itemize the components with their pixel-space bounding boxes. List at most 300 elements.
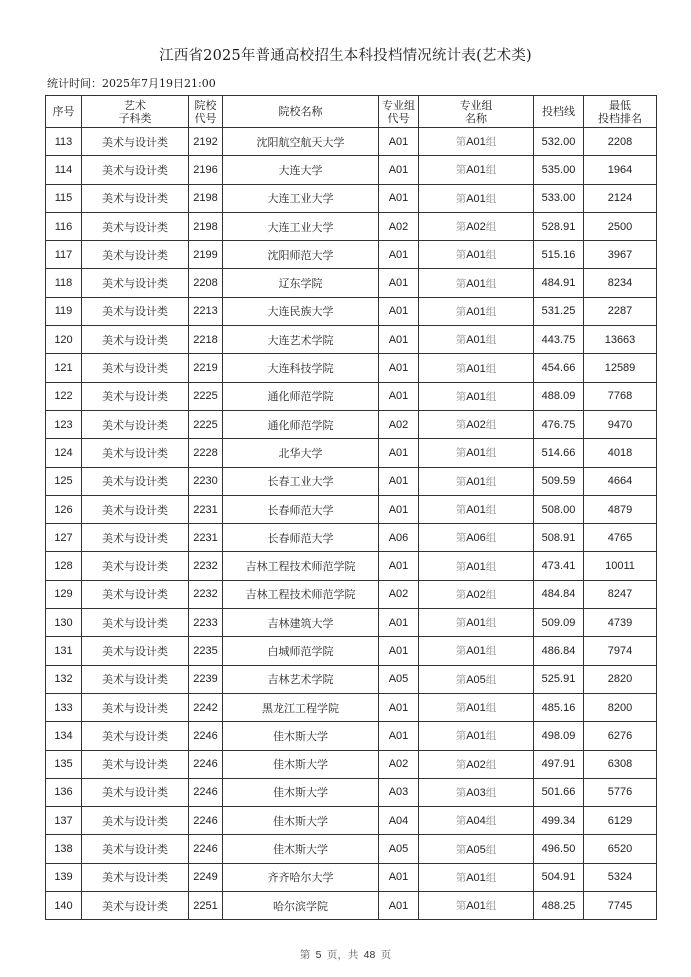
group-name-prefix: 第 [455, 136, 467, 149]
total-pages-number: 48 [363, 949, 376, 961]
header-school-code [189, 96, 223, 128]
cell-school-code: 2198 [189, 184, 223, 212]
cell-score: 486.84 [534, 637, 584, 665]
group-name-code: A01 [466, 447, 486, 460]
table-row [46, 184, 657, 212]
cell-score: 476.75 [534, 410, 584, 438]
group-name-code: A01 [466, 560, 486, 573]
group-name-prefix: 第 [455, 419, 467, 432]
cell-school-name: 佳木斯大学 [223, 835, 379, 863]
cell-group-name [419, 212, 534, 240]
cell-school-code: 2242 [189, 693, 223, 721]
header-line-1: 艺术 [124, 98, 146, 112]
cell-seq: 117 [46, 241, 82, 269]
cell-school-code: 2246 [189, 807, 223, 835]
cell-school-name: 通化师范学院 [223, 410, 379, 438]
cell-score: 496.50 [534, 835, 584, 863]
group-name-code: A05 [466, 673, 486, 686]
cell-score: 528.91 [534, 212, 584, 240]
table-row [46, 609, 657, 637]
cell-school-name: 大连民族大学 [223, 297, 379, 325]
table-row [46, 495, 657, 523]
cell-min-rank: 4879 [584, 495, 657, 523]
header-min-rank [584, 96, 657, 128]
group-name-code: A01 [466, 249, 486, 262]
group-name-code: A01 [466, 136, 486, 149]
document-title: 江西省2025年普通高校招生本科投档情况统计表(艺术类) [159, 48, 532, 64]
group-name-code: A02 [466, 758, 486, 771]
group-name-prefix: 第 [455, 447, 467, 460]
cell-school-code: 2225 [189, 382, 223, 410]
group-name-code: A05 [466, 843, 486, 856]
group-name-suffix: 组 [485, 730, 497, 743]
cell-score: 499.34 [534, 807, 584, 835]
cell-min-rank: 12589 [584, 354, 657, 382]
header-line-2: 投档排名 [598, 111, 642, 125]
header-school-name [223, 96, 379, 128]
cell-seq: 120 [46, 326, 82, 354]
group-name-code: A02 [466, 419, 486, 432]
cell-subcategory: 美术与设计类 [82, 750, 189, 778]
table-row [46, 637, 657, 665]
cell-subcategory: 美术与设计类 [82, 156, 189, 184]
cell-group-name [419, 722, 534, 750]
header-score [534, 96, 584, 128]
table-header [46, 96, 657, 128]
table-row [46, 722, 657, 750]
cell-min-rank: 6520 [584, 835, 657, 863]
cell-school-code: 2218 [189, 326, 223, 354]
cell-group-code: A01 [379, 892, 419, 920]
group-name-code: A02 [466, 221, 486, 234]
cell-group-code: A02 [379, 580, 419, 608]
cell-school-code: 2239 [189, 665, 223, 693]
group-name-suffix: 组 [485, 305, 497, 318]
header-line-2: 子科类 [118, 111, 152, 125]
cell-seq: 135 [46, 750, 82, 778]
table-row [46, 326, 657, 354]
cell-subcategory: 美术与设计类 [82, 552, 189, 580]
cell-score: 525.91 [534, 665, 584, 693]
cell-subcategory: 美术与设计类 [82, 892, 189, 920]
cell-group-code: A06 [379, 524, 419, 552]
cell-school-code: 2246 [189, 835, 223, 863]
table-row [46, 410, 657, 438]
table-row [46, 892, 657, 920]
cell-seq: 137 [46, 807, 82, 835]
cell-min-rank: 4765 [584, 524, 657, 552]
cell-group-code: A01 [379, 241, 419, 269]
cell-group-code: A01 [379, 297, 419, 325]
cell-score: 533.00 [534, 184, 584, 212]
cell-min-rank: 5776 [584, 778, 657, 806]
header-line-1: 院校名称 [278, 105, 323, 118]
group-name-suffix: 组 [485, 249, 497, 262]
cell-min-rank: 9470 [584, 410, 657, 438]
cell-school-name: 北华大学 [223, 439, 379, 467]
cell-group-name [419, 637, 534, 665]
cell-score: 508.91 [534, 524, 584, 552]
group-name-prefix: 第 [455, 815, 467, 828]
cell-school-name: 大连大学 [223, 156, 379, 184]
admission-score-table [45, 95, 657, 920]
group-name-code: A01 [466, 305, 486, 318]
cell-group-code: A01 [379, 722, 419, 750]
cell-min-rank: 8234 [584, 269, 657, 297]
footer-middle: 页，共 [326, 949, 359, 961]
cell-group-code: A01 [379, 128, 419, 156]
group-name-code: A02 [466, 588, 486, 601]
cell-group-name [419, 439, 534, 467]
cell-school-name: 黑龙江工程学院 [223, 693, 379, 721]
cell-group-code: A01 [379, 156, 419, 184]
table-row [46, 693, 657, 721]
group-name-suffix: 组 [485, 334, 497, 347]
group-name-suffix: 组 [485, 532, 497, 545]
group-name-code: A01 [466, 277, 486, 290]
cell-school-code: 2235 [189, 637, 223, 665]
group-name-prefix: 第 [455, 277, 467, 290]
cell-group-code: A01 [379, 637, 419, 665]
cell-group-code: A01 [379, 439, 419, 467]
cell-seq: 121 [46, 354, 82, 382]
cell-score: 484.91 [534, 269, 584, 297]
group-name-prefix: 第 [455, 475, 467, 488]
table-row [46, 750, 657, 778]
cell-school-code: 2199 [189, 241, 223, 269]
cell-subcategory: 美术与设计类 [82, 524, 189, 552]
group-name-code: A01 [466, 645, 486, 658]
cell-min-rank: 2820 [584, 665, 657, 693]
header-line-1: 最低 [609, 98, 631, 112]
cell-subcategory: 美术与设计类 [82, 863, 189, 891]
cell-group-name [419, 892, 534, 920]
header-line-1: 序号 [52, 105, 75, 118]
group-name-suffix: 组 [485, 390, 497, 403]
cell-score: 454.66 [534, 354, 584, 382]
group-name-suffix: 组 [485, 419, 497, 432]
cell-seq: 130 [46, 609, 82, 637]
cell-score: 514.66 [534, 439, 584, 467]
cell-school-code: 2246 [189, 722, 223, 750]
cell-seq: 118 [46, 269, 82, 297]
cell-subcategory: 美术与设计类 [82, 807, 189, 835]
cell-subcategory: 美术与设计类 [82, 467, 189, 495]
cell-group-name [419, 580, 534, 608]
cell-school-code: 2231 [189, 524, 223, 552]
group-name-prefix: 第 [455, 560, 467, 573]
cell-min-rank: 7974 [584, 637, 657, 665]
cell-school-name: 长春工业大学 [223, 467, 379, 495]
cell-subcategory: 美术与设计类 [82, 354, 189, 382]
cell-school-name: 哈尔滨学院 [223, 892, 379, 920]
cell-subcategory: 美术与设计类 [82, 212, 189, 240]
group-name-suffix: 组 [485, 504, 497, 516]
cell-min-rank: 2287 [584, 297, 657, 325]
cell-school-code: 2196 [189, 156, 223, 184]
group-name-prefix: 第 [455, 900, 467, 913]
header-line-2: 代号 [387, 111, 410, 125]
cell-subcategory: 美术与设计类 [82, 778, 189, 806]
cell-school-code: 2230 [189, 467, 223, 495]
cell-subcategory: 美术与设计类 [82, 241, 189, 269]
table-row [46, 863, 657, 891]
group-name-prefix: 第 [455, 249, 467, 262]
header-line-2: 名称 [465, 111, 487, 125]
cell-seq: 124 [46, 439, 82, 467]
table-row [46, 778, 657, 806]
cell-score: 532.00 [534, 128, 584, 156]
table-row [46, 439, 657, 467]
cell-group-name [419, 128, 534, 156]
group-name-prefix: 第 [455, 164, 467, 177]
cell-seq: 119 [46, 297, 82, 325]
cell-seq: 126 [46, 495, 82, 523]
cell-group-name [419, 382, 534, 410]
table-row [46, 835, 657, 863]
cell-school-name: 吉林建筑大学 [223, 609, 379, 637]
cell-school-name: 通化师范学院 [223, 382, 379, 410]
group-name-prefix: 第 [455, 334, 467, 347]
cell-score: 488.25 [534, 892, 584, 920]
cell-school-code: 2208 [189, 269, 223, 297]
cell-min-rank: 6308 [584, 750, 657, 778]
table-row [46, 467, 657, 495]
group-name-code: A01 [466, 192, 486, 205]
group-name-prefix: 第 [455, 786, 467, 799]
group-name-prefix: 第 [455, 617, 467, 630]
group-name-code: A01 [466, 702, 486, 715]
cell-group-name [419, 241, 534, 269]
group-name-prefix: 第 [455, 702, 467, 715]
group-name-suffix: 组 [485, 673, 497, 686]
cell-subcategory: 美术与设计类 [82, 439, 189, 467]
cell-group-name [419, 807, 534, 835]
group-name-suffix: 组 [485, 758, 497, 771]
group-name-prefix: 第 [455, 871, 467, 884]
table-row [46, 212, 657, 240]
group-name-code: A06 [466, 532, 486, 545]
group-name-suffix: 组 [485, 221, 497, 234]
cell-group-name [419, 184, 534, 212]
cell-group-code: A01 [379, 863, 419, 891]
group-name-code: A01 [466, 504, 486, 516]
cell-subcategory: 美术与设计类 [82, 580, 189, 608]
cell-seq: 122 [46, 382, 82, 410]
cell-group-name [419, 863, 534, 891]
cell-school-name: 辽东学院 [223, 269, 379, 297]
group-name-suffix: 组 [485, 702, 497, 715]
group-name-prefix: 第 [455, 588, 467, 601]
cell-group-code: A02 [379, 750, 419, 778]
cell-school-name: 吉林工程技术师范学院 [223, 580, 379, 608]
table-body [46, 128, 657, 920]
table-row [46, 807, 657, 835]
cell-subcategory: 美术与设计类 [82, 297, 189, 325]
group-name-prefix: 第 [455, 221, 467, 234]
cell-group-name [419, 524, 534, 552]
table-row [46, 297, 657, 325]
cell-group-code: A01 [379, 609, 419, 637]
cell-group-name [419, 750, 534, 778]
cell-score: 443.75 [534, 326, 584, 354]
header-line-1: 院校 [194, 98, 217, 112]
group-name-suffix: 组 [485, 617, 497, 630]
cell-school-name: 长春师范大学 [223, 524, 379, 552]
cell-group-name [419, 269, 534, 297]
cell-seq: 128 [46, 552, 82, 580]
cell-score: 501.66 [534, 778, 584, 806]
cell-school-name: 吉林艺术学院 [223, 665, 379, 693]
cell-min-rank: 5324 [584, 863, 657, 891]
cell-school-name: 大连工业大学 [223, 212, 379, 240]
cell-seq: 123 [46, 410, 82, 438]
cell-group-code: A01 [379, 184, 419, 212]
cell-group-code: A01 [379, 326, 419, 354]
table-row [46, 354, 657, 382]
cell-group-code: A01 [379, 495, 419, 523]
cell-group-name [419, 609, 534, 637]
cell-score: 473.41 [534, 552, 584, 580]
cell-school-code: 2219 [189, 354, 223, 382]
cell-group-name [419, 156, 534, 184]
cell-score: 515.16 [534, 241, 584, 269]
table-row [46, 241, 657, 269]
cell-score: 509.09 [534, 609, 584, 637]
header-seq [46, 96, 82, 128]
group-name-code: A01 [466, 475, 486, 488]
cell-score: 484.84 [534, 580, 584, 608]
group-name-code: A01 [466, 617, 486, 630]
cell-school-code: 2246 [189, 750, 223, 778]
cell-seq: 134 [46, 722, 82, 750]
cell-school-name: 佳木斯大学 [223, 778, 379, 806]
cell-score: 485.16 [534, 693, 584, 721]
cell-min-rank: 4018 [584, 439, 657, 467]
cell-group-name [419, 552, 534, 580]
cell-group-code: A01 [379, 382, 419, 410]
cell-seq: 132 [46, 665, 82, 693]
cell-score: 497.91 [534, 750, 584, 778]
cell-seq: 115 [46, 184, 82, 212]
cell-school-code: 2228 [189, 439, 223, 467]
cell-group-name [419, 467, 534, 495]
cell-school-code: 2251 [189, 892, 223, 920]
group-name-suffix: 组 [485, 815, 497, 828]
cell-min-rank: 2208 [584, 128, 657, 156]
table-row [46, 524, 657, 552]
group-name-prefix: 第 [455, 362, 467, 375]
cell-seq: 131 [46, 637, 82, 665]
cell-subcategory: 美术与设计类 [82, 637, 189, 665]
group-name-code: A01 [466, 334, 486, 347]
group-name-suffix: 组 [485, 362, 497, 375]
statistics-time: 统计时间：2025年7月19日21:00 [47, 77, 216, 90]
cell-min-rank: 13663 [584, 326, 657, 354]
table-row [46, 269, 657, 297]
header-line-1: 专业组 [459, 98, 493, 112]
group-name-suffix: 组 [485, 871, 497, 884]
cell-min-rank: 2500 [584, 212, 657, 240]
cell-min-rank: 2124 [584, 184, 657, 212]
cell-school-code: 2233 [189, 609, 223, 637]
table-row [46, 156, 657, 184]
cell-min-rank: 6276 [584, 722, 657, 750]
cell-group-code: A02 [379, 212, 419, 240]
group-name-suffix: 组 [485, 447, 497, 460]
cell-group-code: A03 [379, 778, 419, 806]
cell-group-code: A01 [379, 269, 419, 297]
group-name-prefix: 第 [455, 645, 467, 658]
header-group-code [379, 96, 419, 128]
group-name-suffix: 组 [485, 786, 497, 799]
cell-school-name: 沈阳航空航天大学 [223, 128, 379, 156]
cell-seq: 113 [46, 128, 82, 156]
cell-school-code: 2198 [189, 212, 223, 240]
cell-subcategory: 美术与设计类 [82, 269, 189, 297]
cell-school-name: 吉林工程技术师范学院 [223, 552, 379, 580]
group-name-code: A01 [466, 900, 486, 913]
cell-group-code: A02 [379, 410, 419, 438]
group-name-prefix: 第 [455, 730, 467, 743]
cell-group-name [419, 665, 534, 693]
group-name-prefix: 第 [455, 532, 467, 545]
cell-seq: 114 [46, 156, 82, 184]
cell-min-rank: 4664 [584, 467, 657, 495]
cell-school-code: 2246 [189, 778, 223, 806]
footer-suffix: 页 [380, 949, 392, 961]
cell-subcategory: 美术与设计类 [82, 835, 189, 863]
cell-group-code: A04 [379, 807, 419, 835]
cell-school-name: 齐齐哈尔大学 [223, 863, 379, 891]
table-row [46, 552, 657, 580]
cell-group-code: A01 [379, 467, 419, 495]
cell-min-rank: 8200 [584, 693, 657, 721]
group-name-code: A01 [466, 871, 486, 884]
cell-school-name: 大连艺术学院 [223, 326, 379, 354]
cell-school-name: 大连工业大学 [223, 184, 379, 212]
table-row [46, 580, 657, 608]
group-name-suffix: 组 [485, 277, 497, 290]
cell-school-code: 2225 [189, 410, 223, 438]
cell-group-name [419, 410, 534, 438]
cell-seq: 129 [46, 580, 82, 608]
cell-seq: 125 [46, 467, 82, 495]
cell-min-rank: 6129 [584, 807, 657, 835]
group-name-prefix: 第 [455, 390, 467, 403]
cell-group-name [419, 835, 534, 863]
footer-prefix: 第 [299, 949, 311, 961]
group-name-prefix: 第 [455, 843, 467, 856]
cell-school-code: 2192 [189, 128, 223, 156]
cell-score: 509.59 [534, 467, 584, 495]
group-name-suffix: 组 [485, 192, 497, 205]
table-row [46, 128, 657, 156]
cell-group-code: A01 [379, 354, 419, 382]
group-name-code: A01 [466, 730, 486, 743]
cell-score: 488.09 [534, 382, 584, 410]
cell-group-code: A01 [379, 552, 419, 580]
group-name-suffix: 组 [485, 900, 497, 913]
cell-score: 531.25 [534, 297, 584, 325]
group-name-prefix: 第 [455, 673, 467, 686]
group-name-suffix: 组 [485, 475, 497, 488]
cell-school-name: 长春师范大学 [223, 495, 379, 523]
cell-score: 508.00 [534, 495, 584, 523]
cell-min-rank: 3967 [584, 241, 657, 269]
cell-subcategory: 美术与设计类 [82, 722, 189, 750]
group-name-prefix: 第 [455, 192, 467, 205]
